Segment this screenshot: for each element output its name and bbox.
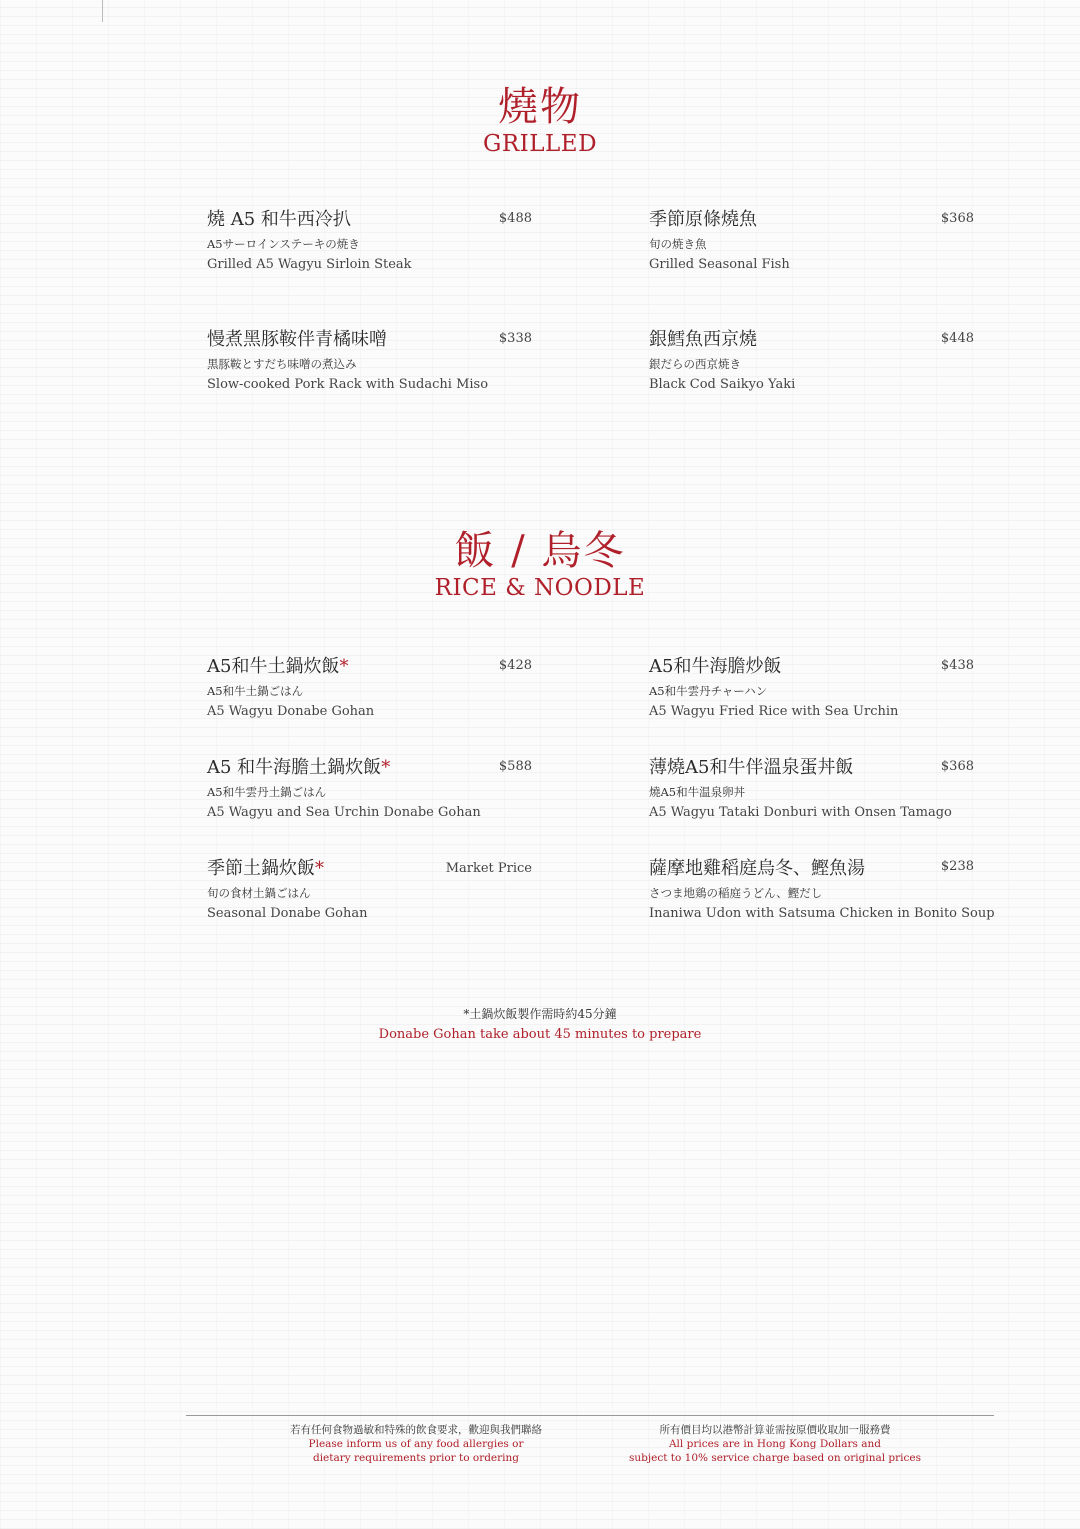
menu-item [207, 854, 368, 921]
corner-crop-mark [102, 0, 103, 22]
donabe-note-zh: *土鍋炊飯製作需時約45分鐘 [463, 1007, 617, 1021]
item-name-jp: 旬の焼き魚 [649, 237, 707, 251]
item-name-zh: 慢煮黑豚鞍伴青橘味噌 [207, 329, 387, 350]
item-name-jp: A5サーロインステーキの焼き [207, 237, 360, 251]
grilled-title-en: GRILLED [482, 131, 598, 157]
item-name-jp: さつま地鶏の稲庭うどん、鰹だし [649, 886, 823, 900]
item-name-zh: 銀鱈魚西京燒 [649, 329, 757, 350]
footer-price-en-1: All prices are in Hong Kong Dollars and [668, 1438, 882, 1450]
item-price: $368 [940, 759, 974, 774]
item-name-en: Seasonal Donabe Gohan [207, 906, 368, 921]
item-name-en: Black Cod Saikyo Yaki [649, 377, 796, 392]
item-name-jp: A5和牛雲丹チャーハン [649, 684, 768, 698]
item-price: Market Price [445, 861, 532, 876]
footer-price-notice [595, 1423, 955, 1465]
item-name-zh: A5 和牛海膽土鍋炊飯* [207, 757, 391, 778]
footer-price-zh: 所有價目均以港幣計算並需按原價收取加一服務費 [659, 1424, 891, 1436]
item-name-jp: 燒A5和牛温泉卵丼 [649, 785, 746, 799]
item-price: $428 [498, 658, 532, 673]
item-price: $368 [940, 211, 974, 226]
footer-price-en-2: subject to 10% service charge based on original prices [628, 1452, 922, 1464]
item-price: $448 [940, 331, 974, 346]
menu-item [649, 753, 952, 820]
item-name-zh: 燒 A5 和牛西冷扒 [207, 209, 351, 230]
menu-item [649, 325, 795, 392]
footer-divider [186, 1415, 994, 1416]
item-name-en: Grilled Seasonal Fish [649, 257, 790, 272]
menu-item [207, 652, 374, 719]
item-price: $338 [498, 331, 532, 346]
item-name-en: A5 Wagyu Fried Rice with Sea Urchin [649, 704, 899, 719]
footer-allergy-en-1: Please inform us of any food allergies or [308, 1438, 524, 1450]
donabe-note-en: Donabe Gohan take about 45 minutes to prepare [378, 1027, 702, 1042]
item-name-zh: 薄燒A5和牛伴溫泉蛋丼飯 [649, 757, 854, 778]
item-name-en: Slow-cooked Pork Rack with Sudachi Miso [207, 377, 489, 392]
item-price: $238 [940, 859, 974, 874]
menu-item [649, 205, 790, 272]
item-name-jp: A5和牛雲丹土鍋ごはん [207, 785, 327, 799]
item-name-en: Grilled A5 Wagyu Sirloin Steak [207, 257, 412, 272]
item-price: $438 [940, 658, 974, 673]
footer-allergy-notice [236, 1423, 596, 1465]
item-name-jp: A5和牛土鍋ごはん [207, 684, 304, 698]
item-name-jp: 黒豚鞍とすだち味噌の煮込み [207, 357, 357, 371]
item-price: $588 [498, 759, 532, 774]
item-name-jp: 旬の食材土鍋ごはん [207, 886, 311, 900]
item-price: $488 [498, 211, 532, 226]
item-name-jp: 銀だらの西京焼き [649, 357, 741, 371]
item-name-zh: A5和牛土鍋炊飯* [207, 656, 349, 677]
item-name-en: A5 Wagyu Donabe Gohan [207, 704, 375, 719]
menu-item [649, 652, 898, 719]
item-name-zh: 季節土鍋炊飯* [207, 858, 324, 879]
menu-item [207, 205, 412, 272]
menu-item [207, 325, 488, 392]
item-name-zh: A5和牛海膽炒飯 [649, 656, 782, 677]
footer-allergy-zh: 若有任何食物過敏和特殊的飲食要求，歡迎與我們聯絡 [290, 1424, 542, 1436]
rice-title-zh: 飯 / 烏冬 [454, 528, 626, 574]
item-name-zh: 薩摩地雞稻庭烏冬、鰹魚湯 [649, 858, 865, 879]
item-name-en: A5 Wagyu Tataki Donburi with Onsen Tamago [649, 805, 952, 820]
footer-allergy-en-2: dietary requirements prior to ordering [312, 1452, 520, 1464]
rice-title-en: RICE & NOODLE [434, 575, 646, 601]
item-name-en: Inaniwa Udon with Satsuma Chicken in Bonito Soup [649, 906, 995, 921]
menu-item [207, 753, 481, 820]
item-name-zh: 季節原條燒魚 [649, 209, 757, 230]
grilled-title-zh: 燒物 [498, 84, 582, 130]
item-name-en: A5 Wagyu and Sea Urchin Donabe Gohan [207, 805, 481, 820]
